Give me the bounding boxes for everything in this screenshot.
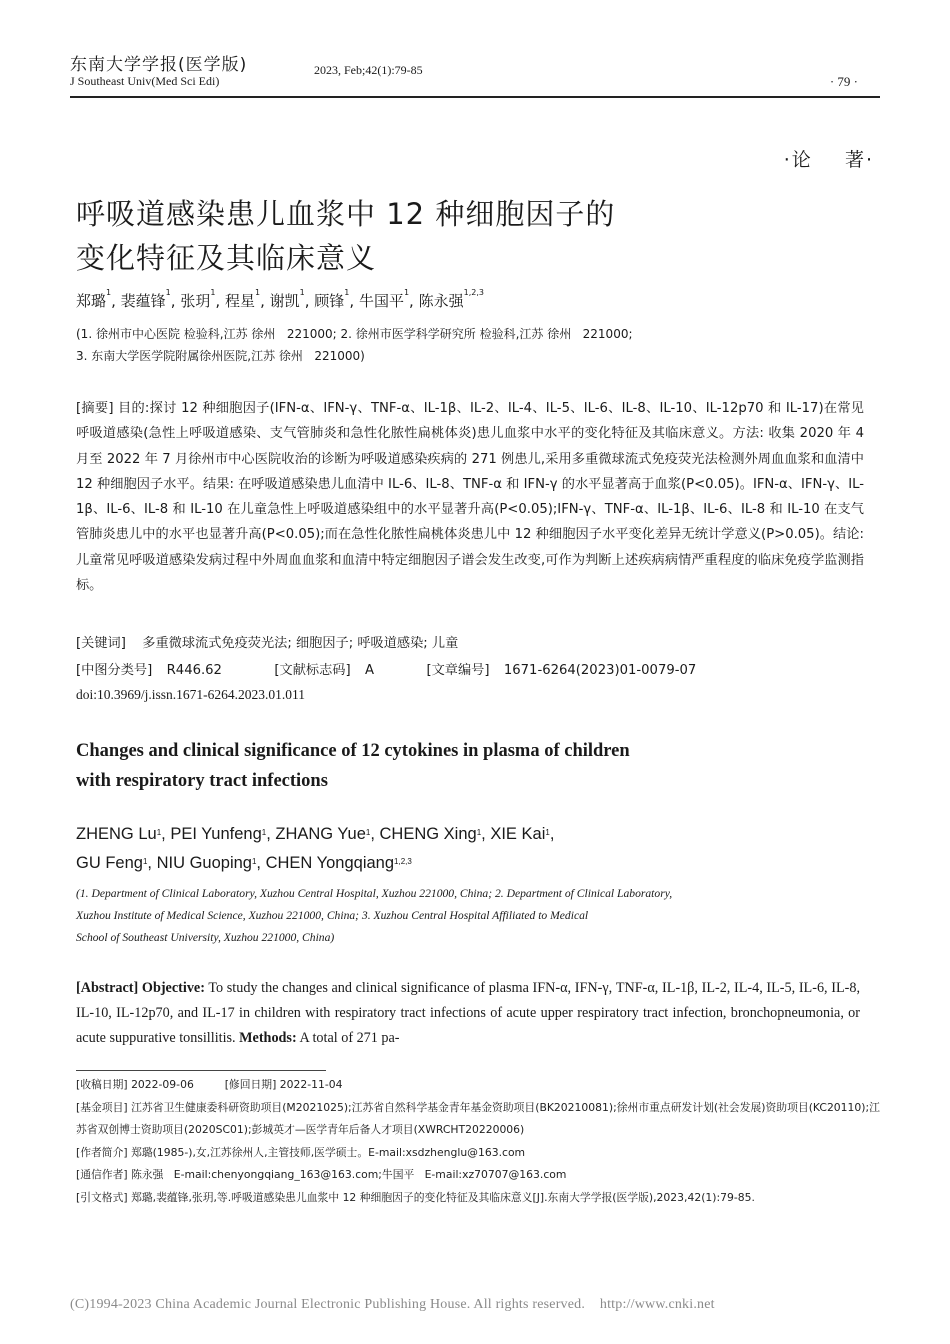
author-en-mark: 1 xyxy=(545,828,550,837)
doc-code-label: [文献标志码] xyxy=(274,663,351,678)
author-cn-mark: 1,2,3 xyxy=(463,288,484,297)
author-en-mark: 1 xyxy=(261,828,267,837)
author-cn: 裴蕴锋 xyxy=(120,292,166,310)
corresponding-label: [通信作者] xyxy=(76,1168,128,1181)
revised-label: [修回日期] xyxy=(224,1078,277,1091)
affiliation-en-line: School of Southeast University, Xuzhou 221000, China) xyxy=(76,931,335,944)
article-category: ·论 著· xyxy=(783,149,874,171)
keywords-cn-text: 多重微球流式免疫荧光法; 细胞因子; 呼吸道感染; 儿童 xyxy=(142,636,459,651)
author-cn-mark: 1 xyxy=(254,288,261,297)
authors-en xyxy=(76,820,836,878)
citation-label: [引文格式] xyxy=(76,1190,128,1204)
footnote-fund xyxy=(76,1097,888,1142)
objective-text: To study the changes and clinical significance of plasma IFN-α, IFN-γ, TNF-α, IL-1β, IL-2, IL-4, IL-5, IL-6, IL-8, IL-10, IL-12p70, and IL-17 in children with respiratory tract infections of acute upper respiratory tract infection, bronchopneumonia, or acute suppurative tonsillitis. xyxy=(76,980,860,1046)
keywords-cn-label: [关键词] xyxy=(76,636,126,651)
author-en: ZHANG Yue xyxy=(275,825,366,843)
classification-line xyxy=(76,659,696,678)
author-cn-mark: 1 xyxy=(106,288,112,297)
author-en-mark: 1 xyxy=(476,828,482,837)
author-cn-mark: 1 xyxy=(299,288,305,297)
copyright-notice: (C)1994-2023 China Academic Journal Electronic Publishing House. All rights reserved. http://www.cnki.net xyxy=(70,1297,715,1312)
title-cn-line2: 变化特征及其临床意义 xyxy=(76,241,377,275)
author-cn: 程星 xyxy=(224,292,255,310)
objective-label: Objective: xyxy=(141,980,205,996)
author-cn-mark: 1 xyxy=(403,288,410,297)
author-cn: 郑璐 xyxy=(76,292,107,310)
title-cn-line1: 呼吸道感染患儿血浆中 12 种细胞因子的 xyxy=(76,197,616,231)
journal-name-cn: 东南大学学报(医学版) xyxy=(70,55,248,75)
title-en-line2: with respiratory tract infections xyxy=(76,771,328,791)
keywords-cn xyxy=(76,632,458,651)
corresponding-text: 陈永强 E-mail:chenyongqiang_163@163.com;牛国平 E-mail:xz70707@163.com xyxy=(131,1168,567,1181)
header-divider xyxy=(70,96,880,98)
abstract-en xyxy=(76,976,860,1051)
author-cn-mark: 1 xyxy=(210,288,216,297)
footnote-correspondence xyxy=(76,1164,888,1187)
author-en: ZHENG Lu xyxy=(76,825,157,843)
footnote-author xyxy=(76,1142,888,1165)
footnote-citation xyxy=(76,1187,888,1210)
methods-text: A total of 271 pa- xyxy=(299,1030,400,1046)
received-label: [收稿日期] xyxy=(76,1078,128,1091)
volume-issue: 2023, Feb;42(1):79-85 xyxy=(314,63,423,77)
affiliation-en-line: Xuzhou Institute of Medical Science, Xuzhou 221000, China; 3. Xuzhou Central Hospital Affiliated to Medical xyxy=(76,909,589,922)
author-en: CHENG Xing xyxy=(379,825,477,843)
author-en-mark: 1 xyxy=(365,828,371,837)
affiliation-cn-line: 3. 东南大学医学院附属徐州医院,江苏 徐州 221000) xyxy=(76,349,365,363)
affiliations-cn xyxy=(76,323,866,367)
author-en: PEI Yunfeng xyxy=(170,825,262,843)
methods-label: Methods: xyxy=(239,1030,297,1046)
author-cn: 牛国平 xyxy=(358,292,404,310)
authors-en-line1: ZHENG Lu$^1$, PEI Yunfeng$^1$, ZHANG Yue$^1$, CHENG Xing$^1$, XIE Kai$^1$, xyxy=(76,825,555,843)
author-en-mark: 1 xyxy=(156,828,162,837)
author-info-label: [作者简介] xyxy=(76,1145,128,1159)
affiliation-cn-line: (1. 徐州市中心医院 检验科,江苏 徐州 221000; 2. 徐州市医学科学研究所 检验科,江苏 徐州 221000; xyxy=(76,327,633,341)
fund-text: 江苏省卫生健康委科研资助项目(M2021025);江苏省自然科学基金青年基金资助项目(BK20210081);徐州市重点研发计划(社会发展)资助项目(KC20110);江苏省双创博士资助项目(2020SC01);彭城英才—医学青年后备人才项目(XWRCHT20220006) xyxy=(76,1100,880,1136)
author-cn-mark: 1 xyxy=(165,288,171,297)
abstract-cn xyxy=(76,396,864,598)
author-cn: 顾锋 xyxy=(314,292,345,310)
author-en: NIU Guoping xyxy=(156,854,252,872)
abstract-cn-label: [摘要] xyxy=(76,401,114,416)
affiliations-en xyxy=(76,883,836,949)
received-value: 2022-09-06 xyxy=(131,1078,194,1091)
journal-name-en: J Southeast Univ(Med Sci Edi) xyxy=(70,74,220,88)
clc-label: [中图分类号] xyxy=(76,663,153,678)
page-number: · 79 · xyxy=(829,74,858,89)
article-number-label: [文章编号] xyxy=(426,663,490,678)
author-en-mark: 1 xyxy=(251,857,257,866)
title-en-line1: Changes and clinical significance of 12 cytokines in plasma of children xyxy=(76,741,630,761)
title-cn xyxy=(76,192,615,280)
article-number-value: 1671-6264(2023)01-0079-07 xyxy=(503,663,697,678)
citation-text: 郑璐,裴蕴锋,张玥,等.呼吸道感染患儿血浆中 12 种细胞因子的变化特征及其临床意义[J].东南大学学报(医学版),2023,42(1):79-85. xyxy=(131,1190,755,1204)
fund-label: [基金项目] xyxy=(76,1100,128,1114)
author-en-mark: 1,2,3 xyxy=(394,857,412,866)
title-en xyxy=(76,736,856,796)
doc-code-value: A xyxy=(365,663,375,678)
abstract-en-label: [Abstract] xyxy=(76,980,139,996)
author-en: GU Feng xyxy=(76,854,143,872)
author-cn: 陈永强 xyxy=(418,292,464,310)
author-cn-mark: 1 xyxy=(344,288,350,297)
author-info-text: 郑璐(1985-),女,江苏徐州人,主管技师,医学硕士。E-mail:xsdzhenglu@163.com xyxy=(131,1145,526,1159)
author-en-mark: 1 xyxy=(142,857,148,866)
authors-en-line2: GU Feng$^1$, NIU Guoping$^1$, CHEN Yongqiang$^{1,2,3}$ xyxy=(76,854,412,872)
author-cn: 张玥 xyxy=(180,292,211,310)
author-cn: 谢凯 xyxy=(269,292,300,310)
author-en: XIE Kai xyxy=(490,825,546,843)
doi: doi:10.3969/j.issn.1671-6264.2023.01.011 xyxy=(76,687,306,702)
author-en: CHEN Yongqiang xyxy=(265,854,395,872)
authors-cn: 郑璐$^1$, 裴蕴锋$^1$, 张玥$^1$, 程星$^1$, 谢凯$^1$, 顾锋$^1$, 牛国平$^1$, 陈永强$^{1,2,3}$ xyxy=(76,288,484,310)
clc-value: R446.62 xyxy=(166,663,222,678)
affiliation-en-line: (1. Department of Clinical Laboratory, Xuzhou Central Hospital, Xuzhou 221000, China; 2. Department of Clinical Laboratory, xyxy=(76,887,673,900)
footnote-dates xyxy=(76,1074,888,1097)
abstract-cn-text: 目的:探讨 12 种细胞因子(IFN-α、IFN-γ、TNF-α、IL-1β、IL-2、IL-4、IL-5、IL-6、IL-8、IL-10、IL-12p70 和 IL-17)在常见呼吸道感染(急性上呼吸道感染、支气管肺炎和急性化脓性扁桃体炎)患儿血浆中水平的变化特征及其临床意义。方法: 收集 2020 年 4 月至 2022 年 7 月徐州市中心医院收治的诊断为呼吸道感染疾病的 271 例患儿,采用多重微球流式免疫荧光法检测外周血血浆和血清中 12 种细胞因子水平。结果: 在呼吸道感染患儿血清中 IL-6、IL-8、TNF-α 和 IFN-γ 的水平显著高于血浆(P<0.05)。IFN-α、IFN-γ、IL-1β、IL-6、IL-8 和 IL-10 在儿童急性上呼吸道感染组中的水平显著升高(P<0.05);IFN-γ、TNF-α、IL-1β、IL-6、IL-8 和 IL-10 在支气管肺炎患儿中的水平也显著升高(P<0.05);而在急性化脓性扁桃体炎患儿中 12 种细胞因子水平变化差异无统计学意义(P>0.05)。结论: 儿童常见呼吸道感染发病过程中外周血血浆和血清中特定细胞因子谱会发生改变,可作为判断上述疾病病情严重程度的临床免疫学监测指标。 xyxy=(76,401,864,594)
footnote-divider xyxy=(76,1070,326,1071)
footnotes xyxy=(76,1074,888,1209)
revised-value: 2022-11-04 xyxy=(279,1078,343,1091)
